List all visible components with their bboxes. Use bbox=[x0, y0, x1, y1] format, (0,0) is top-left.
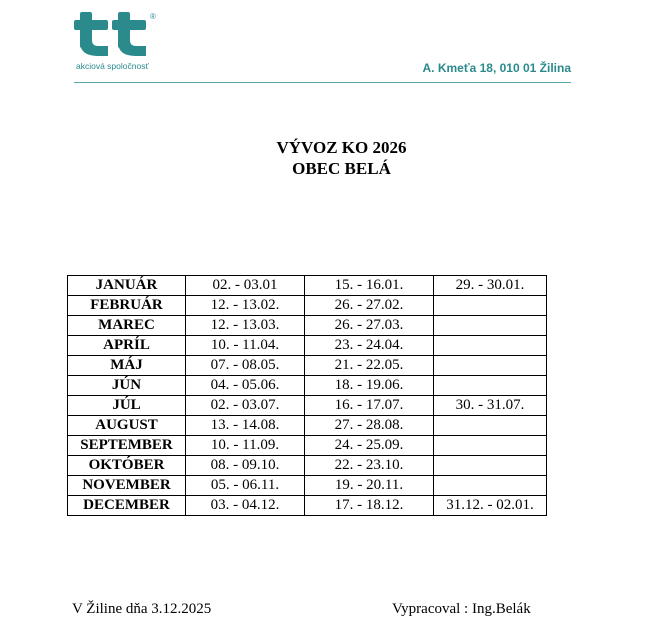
date-cell-1: 10. - 11.04. bbox=[186, 336, 305, 356]
date-cell-2: 22. - 23.10. bbox=[305, 456, 434, 476]
date-cell-1: 04. - 05.06. bbox=[186, 376, 305, 396]
date-cell-1: 07. - 08.05. bbox=[186, 356, 305, 376]
date-cell-3 bbox=[434, 336, 547, 356]
date-cell-1: 13. - 14.08. bbox=[186, 416, 305, 436]
header-divider bbox=[74, 82, 571, 83]
date-cell-3 bbox=[434, 476, 547, 496]
logo-subtitle: akciová spoločnosť bbox=[76, 61, 149, 71]
date-cell-3: 31.12. - 02.01. bbox=[434, 496, 547, 516]
schedule-row bbox=[68, 296, 547, 316]
schedule-row bbox=[68, 476, 547, 496]
prepared-by: Vypracoval : Ing.Belák bbox=[392, 601, 531, 617]
document-subtitle: OBEC BELÁ bbox=[292, 159, 391, 178]
date-cell-1: 12. - 13.03. bbox=[186, 316, 305, 336]
date-cell-3: 29. - 30.01. bbox=[434, 276, 547, 296]
month-cell: JANUÁR bbox=[68, 276, 186, 296]
date-cell-2: 15. - 16.01. bbox=[305, 276, 434, 296]
date-cell-3 bbox=[434, 456, 547, 476]
date-cell-2: 21. - 22.05. bbox=[305, 356, 434, 376]
company-logo bbox=[74, 12, 164, 72]
schedule-row bbox=[68, 456, 547, 476]
date-cell-2: 24. - 25.09. bbox=[305, 436, 434, 456]
date-cell-3 bbox=[434, 436, 547, 456]
schedule-row bbox=[68, 376, 547, 396]
date-cell-2: 26. - 27.03. bbox=[305, 316, 434, 336]
schedule-row bbox=[68, 496, 547, 516]
date-cell-2: 26. - 27.02. bbox=[305, 296, 434, 316]
month-cell: JÚL bbox=[68, 396, 186, 416]
date-cell-3 bbox=[434, 376, 547, 396]
place-and-date: V Žiline dňa 3.12.2025 bbox=[72, 601, 212, 617]
date-cell-1: 05. - 06.11. bbox=[186, 476, 305, 496]
date-cell-2: 19. - 20.11. bbox=[305, 476, 434, 496]
date-cell-3 bbox=[434, 316, 547, 336]
schedule-row bbox=[68, 396, 547, 416]
month-cell: MÁJ bbox=[68, 356, 186, 376]
date-cell-2: 27. - 28.08. bbox=[305, 416, 434, 436]
month-cell: NOVEMBER bbox=[68, 476, 186, 496]
date-cell-1: 08. - 09.10. bbox=[186, 456, 305, 476]
date-cell-1: 02. - 03.07. bbox=[186, 396, 305, 416]
month-cell: OKTÓBER bbox=[68, 456, 186, 476]
schedule-row bbox=[68, 356, 547, 376]
month-cell: MAREC bbox=[68, 316, 186, 336]
date-cell-3 bbox=[434, 356, 547, 376]
date-cell-2: 23. - 24.04. bbox=[305, 336, 434, 356]
tt-logo-mark bbox=[74, 12, 154, 58]
date-cell-1: 12. - 13.02. bbox=[186, 296, 305, 316]
schedule-row bbox=[68, 336, 547, 356]
document-title: VÝVOZ KO 2026 bbox=[276, 138, 407, 157]
schedule-row bbox=[68, 276, 547, 296]
date-cell-1: 02. - 03.01 bbox=[186, 276, 305, 296]
schedule-row bbox=[68, 316, 547, 336]
month-cell: SEPTEMBER bbox=[68, 436, 186, 456]
schedule-row bbox=[68, 416, 547, 436]
date-cell-3: 30. - 31.07. bbox=[434, 396, 547, 416]
registered-mark: ® bbox=[150, 12, 156, 21]
date-cell-2: 16. - 17.07. bbox=[305, 396, 434, 416]
company-address: A. Kmeťa 18, 010 01 Žilina bbox=[422, 61, 571, 75]
date-cell-2: 17. - 18.12. bbox=[305, 496, 434, 516]
date-cell-3 bbox=[434, 296, 547, 316]
month-cell: AUGUST bbox=[68, 416, 186, 436]
date-cell-3 bbox=[434, 416, 547, 436]
month-cell: JÚN bbox=[68, 376, 186, 396]
month-cell: DECEMBER bbox=[68, 496, 186, 516]
date-cell-2: 18. - 19.06. bbox=[305, 376, 434, 396]
collection-schedule-table bbox=[67, 275, 547, 516]
schedule-row bbox=[68, 436, 547, 456]
date-cell-1: 03. - 04.12. bbox=[186, 496, 305, 516]
date-cell-1: 10. - 11.09. bbox=[186, 436, 305, 456]
month-cell: APRÍL bbox=[68, 336, 186, 356]
month-cell: FEBRUÁR bbox=[68, 296, 186, 316]
